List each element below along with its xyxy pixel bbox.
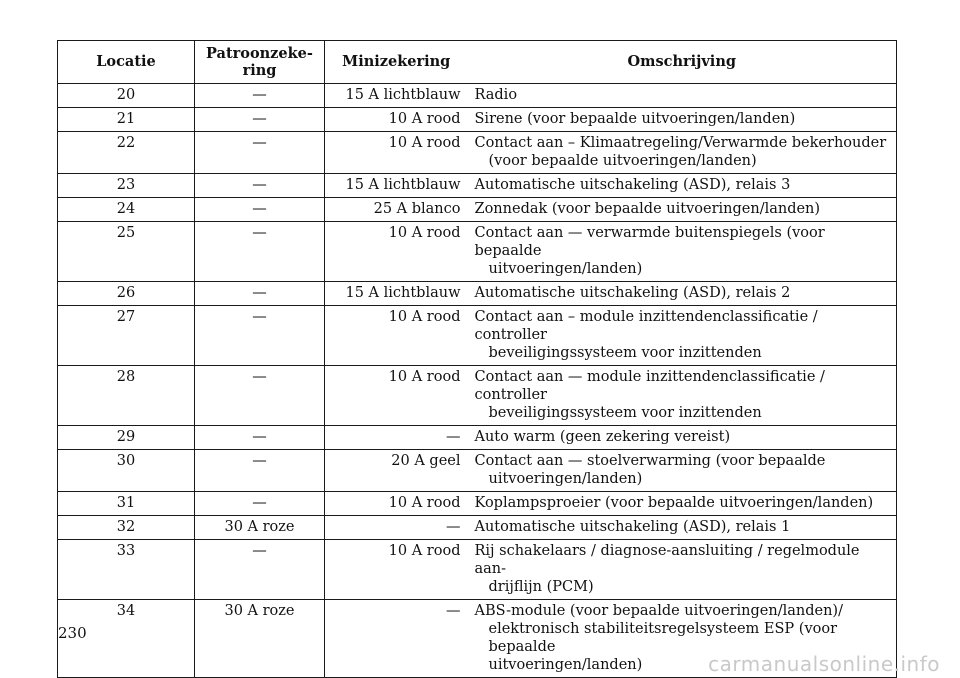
description-line: Automatische uitschakeling (ASD), relais 1: [474, 519, 791, 535]
cell-cartridge: —: [195, 132, 325, 174]
description-line-continued: uitvoeringen/landen): [488, 471, 643, 487]
cell-location: 26: [58, 282, 195, 306]
cell-minifuse: —: [325, 516, 468, 540]
cell-location: 30: [58, 450, 195, 492]
cell-location: 28: [58, 366, 195, 426]
table-row: [58, 306, 897, 366]
description-line: ABS-module (voor bepaalde uitvoeringen/landen)/: [474, 603, 843, 619]
cell-cartridge: —: [195, 540, 325, 600]
description-line-continued: uitvoeringen/landen): [488, 657, 643, 673]
cell-description: [468, 174, 897, 198]
cell-description: [468, 366, 897, 426]
table-row: [58, 450, 897, 492]
cell-location: 21: [58, 108, 195, 132]
description-line: Zonnedak (voor bepaalde uitvoeringen/landen): [474, 201, 821, 217]
description-line-continued: (voor bepaalde uitvoeringen/landen): [488, 153, 757, 169]
cell-location: 31: [58, 492, 195, 516]
description-line: Contact aan – module inzittendenclassificatie / controller: [474, 309, 818, 343]
header-description: Omschrijving: [468, 41, 897, 84]
cell-minifuse: 10 A rood: [325, 108, 468, 132]
cell-minifuse: 15 A lichtblauw: [325, 84, 468, 108]
cell-cartridge: —: [195, 282, 325, 306]
watermark: carmanualsonline.info: [708, 652, 940, 676]
table-row: [58, 84, 897, 108]
cell-description: [468, 540, 897, 600]
description-line: Contact aan – Klimaatregeling/Verwarmde bekerhouder: [474, 135, 887, 151]
cell-cartridge: —: [195, 366, 325, 426]
description-line: Auto warm (geen zekering vereist): [474, 429, 731, 445]
description-line-continued: uitvoeringen/landen): [488, 261, 643, 277]
header-cartridge-line1: Patroonzeke-: [206, 45, 313, 62]
cell-location: 33: [58, 540, 195, 600]
cell-description: [468, 450, 897, 492]
header-cartridge: [195, 41, 325, 84]
cell-minifuse: 10 A rood: [325, 222, 468, 282]
table-row: [58, 174, 897, 198]
cell-cartridge: —: [195, 198, 325, 222]
cell-minifuse: —: [325, 426, 468, 450]
header-minifuse: Minizekering: [325, 41, 468, 84]
table-row: [58, 198, 897, 222]
description-line: Rij schakelaars / diagnose-aansluiting / regelmodule aan-: [474, 543, 860, 577]
description-line-continued: drijflijn (PCM): [488, 579, 594, 595]
cell-cartridge: —: [195, 222, 325, 282]
description-line: Sirene (voor bepaalde uitvoeringen/landen): [474, 111, 796, 127]
cell-description: [468, 282, 897, 306]
cell-description: [468, 492, 897, 516]
header-location: Locatie: [58, 41, 195, 84]
cell-minifuse: 10 A rood: [325, 540, 468, 600]
cell-cartridge: —: [195, 306, 325, 366]
cell-description: [468, 132, 897, 174]
cell-location: 29: [58, 426, 195, 450]
cell-description: [468, 222, 897, 282]
cell-cartridge: 30 A roze: [195, 600, 325, 678]
cell-cartridge: —: [195, 492, 325, 516]
cell-description: [468, 306, 897, 366]
cell-location: 20: [58, 84, 195, 108]
cell-location: 34: [58, 600, 195, 678]
cell-cartridge: —: [195, 84, 325, 108]
header-cartridge-line2: ring: [242, 62, 277, 79]
cell-minifuse: —: [325, 600, 468, 678]
description-line: Koplampsproeier (voor bepaalde uitvoeringen/landen): [474, 495, 874, 511]
cell-minifuse: 10 A rood: [325, 492, 468, 516]
table-row: [58, 282, 897, 306]
table-row: [58, 222, 897, 282]
table-row: [58, 492, 897, 516]
cell-minifuse: 10 A rood: [325, 306, 468, 366]
table-row: [58, 366, 897, 426]
table-row: [58, 132, 897, 174]
description-line: Automatische uitschakeling (ASD), relais 2: [474, 285, 791, 301]
description-line-continued: elektronisch stabiliteitsregelsysteem ESP (voor bepaalde: [488, 621, 838, 655]
cell-location: 27: [58, 306, 195, 366]
table-row: [58, 516, 897, 540]
cell-minifuse: 15 A lichtblauw: [325, 282, 468, 306]
description-line: Automatische uitschakeling (ASD), relais 3: [474, 177, 791, 193]
table-row: [58, 426, 897, 450]
cell-cartridge: —: [195, 450, 325, 492]
cell-minifuse: 10 A rood: [325, 366, 468, 426]
table-row: [58, 540, 897, 600]
table-row: [58, 108, 897, 132]
description-line-continued: beveiligingssysteem voor inzittenden: [488, 345, 762, 361]
cell-description: [468, 516, 897, 540]
cell-description: [468, 108, 897, 132]
cell-description: [468, 198, 897, 222]
table-body: [58, 84, 897, 678]
table-header-row: [58, 41, 897, 84]
description-line: Radio: [474, 87, 518, 103]
fuse-table: [57, 40, 897, 678]
cell-minifuse: 15 A lichtblauw: [325, 174, 468, 198]
cell-cartridge: —: [195, 174, 325, 198]
cell-location: 32: [58, 516, 195, 540]
description-line: Contact aan — stoelverwarming (voor bepaalde: [474, 453, 826, 469]
cell-minifuse: 25 A blanco: [325, 198, 468, 222]
cell-minifuse: 20 A geel: [325, 450, 468, 492]
cell-cartridge: —: [195, 108, 325, 132]
description-line: Contact aan — verwarmde buitenspiegels (voor bepaalde: [474, 225, 825, 259]
cell-location: 24: [58, 198, 195, 222]
description-line-continued: beveiligingssysteem voor inzittenden: [488, 405, 762, 421]
cell-description: [468, 426, 897, 450]
cell-location: 25: [58, 222, 195, 282]
cell-description: [468, 84, 897, 108]
cell-location: 23: [58, 174, 195, 198]
page-number: 230: [58, 624, 87, 642]
cell-cartridge: —: [195, 426, 325, 450]
cell-cartridge: 30 A roze: [195, 516, 325, 540]
description-line: Contact aan — module inzittendenclassificatie / controller: [474, 369, 825, 403]
cell-minifuse: 10 A rood: [325, 132, 468, 174]
cell-location: 22: [58, 132, 195, 174]
